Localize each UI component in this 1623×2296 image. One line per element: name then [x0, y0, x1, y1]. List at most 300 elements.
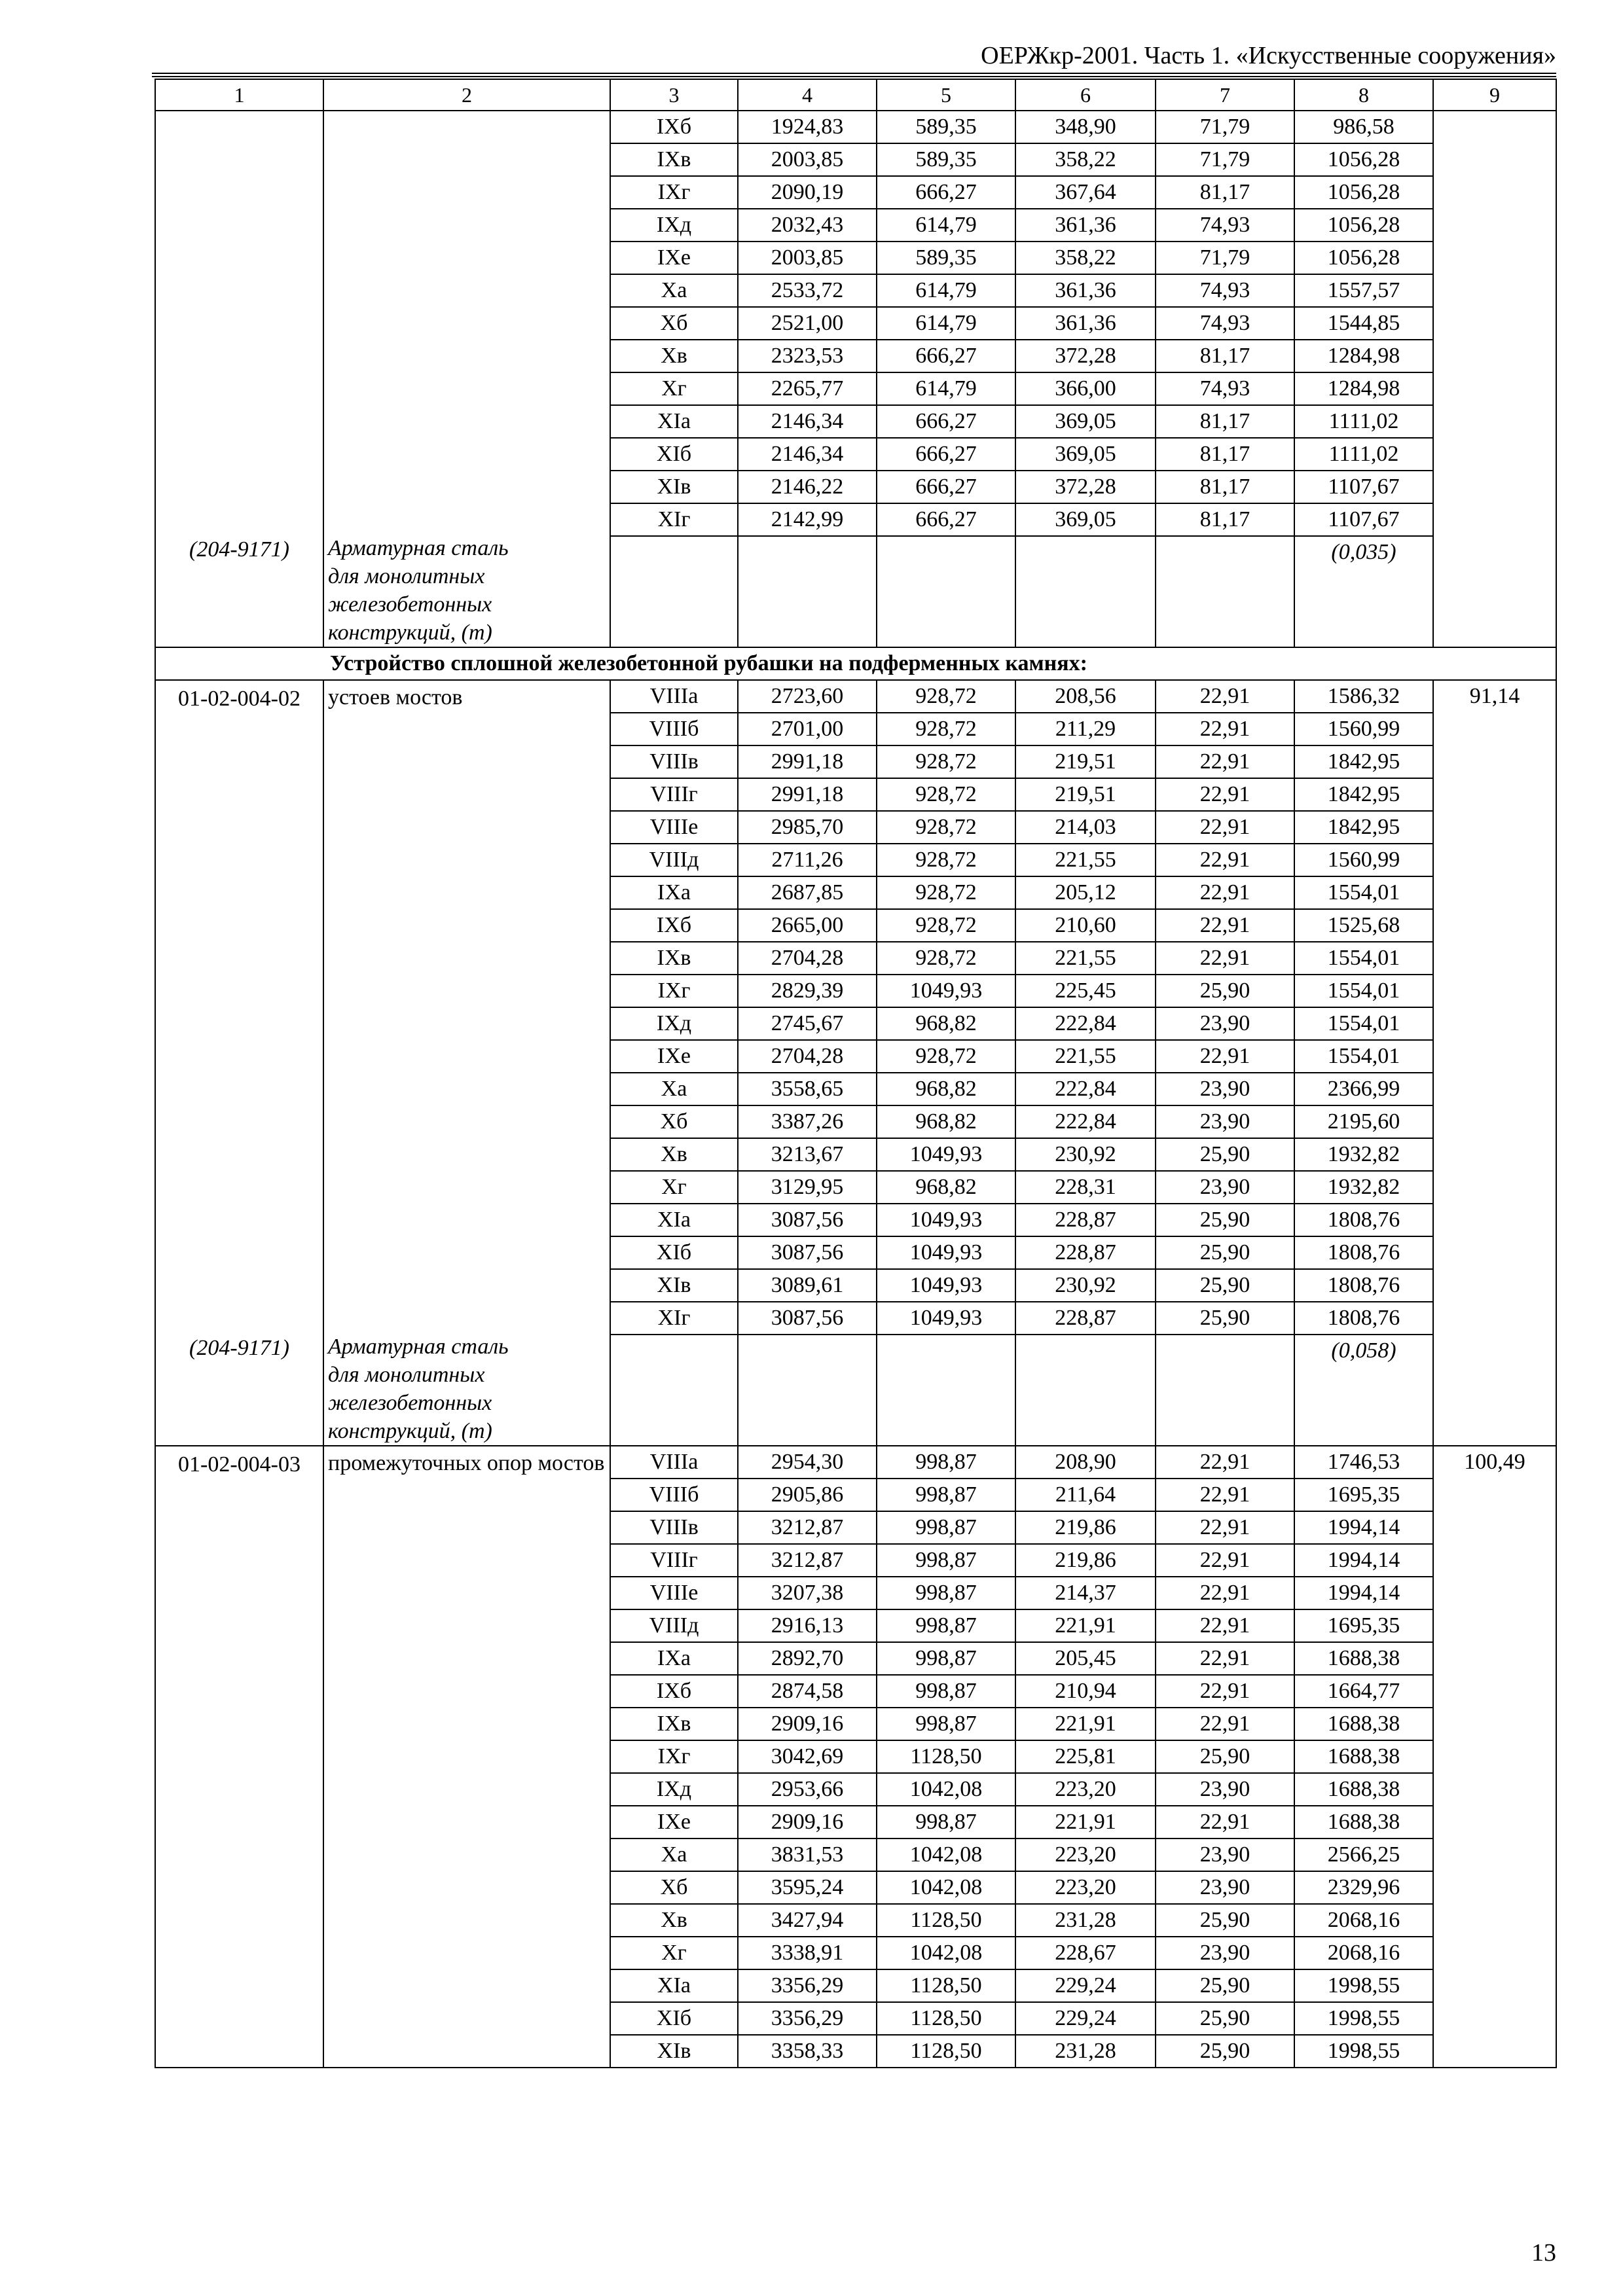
table-cell: 22,91 [1156, 1479, 1294, 1511]
table-cell: 1688,38 [1294, 1740, 1433, 1773]
table-cell: 589,35 [877, 143, 1015, 176]
column-9-value: 100,49 [1464, 1450, 1525, 1474]
table-cell: 1688,38 [1294, 1773, 1433, 1806]
table-cell: 2329,96 [1294, 1871, 1433, 1904]
page-number: 13 [1531, 2239, 1556, 2267]
table-cell: 2665,00 [738, 909, 877, 942]
material-code: (204-9171) [189, 537, 289, 562]
table-cell: 928,72 [877, 1040, 1015, 1073]
table-cell: 223,20 [1015, 1871, 1156, 1904]
material-name: Арматурная сталь для монолитных железобетонных конструкций, (т) [328, 536, 509, 645]
column-number: 6 [1015, 79, 1156, 111]
table-cell: 3212,87 [738, 1544, 877, 1577]
table-cell: 231,28 [1015, 1904, 1156, 1937]
table-cell: 2265,77 [738, 372, 877, 405]
table-cell: 228,87 [1015, 1302, 1156, 1335]
table-cell: 1560,99 [1294, 713, 1433, 745]
zone-cell: XIб [610, 438, 738, 471]
table-cell: 219,86 [1015, 1511, 1156, 1544]
table-cell: 81,17 [1156, 438, 1294, 471]
table-cell: 614,79 [877, 209, 1015, 242]
norms-table-area [155, 79, 1556, 2068]
zone-cell: Xв [610, 1904, 738, 1937]
table-cell: 1554,01 [1294, 876, 1433, 909]
table-cell: 2704,28 [738, 942, 877, 975]
table-cell: 2146,22 [738, 471, 877, 503]
empty-cell [877, 536, 1015, 647]
zone-cell: VIIIв [610, 745, 738, 778]
zone-cell: Xa [610, 1839, 738, 1871]
table-cell: 348,90 [1015, 111, 1156, 143]
table-cell: 1056,28 [1294, 143, 1433, 176]
table-cell: 2566,25 [1294, 1839, 1433, 1871]
table-cell: 1056,28 [1294, 176, 1433, 209]
table-cell: 81,17 [1156, 503, 1294, 536]
table-cell: 225,45 [1015, 975, 1156, 1007]
zone-cell: VIIIд [610, 1609, 738, 1642]
table-cell: 1284,98 [1294, 340, 1433, 372]
table-cell: 219,51 [1015, 745, 1156, 778]
table-cell: 23,90 [1156, 1007, 1294, 1040]
table-cell: 998,87 [877, 1577, 1015, 1609]
table-cell: 1049,93 [877, 1138, 1015, 1171]
column-9-value: 91,14 [1469, 684, 1520, 708]
table-cell: 3213,67 [738, 1138, 877, 1171]
work-name-cell [323, 1446, 610, 2068]
zone-cell: VIIIв [610, 1511, 738, 1544]
table-cell: 1586,32 [1294, 680, 1433, 713]
table-cell: 228,87 [1015, 1204, 1156, 1236]
table-cell: 1554,01 [1294, 1040, 1433, 1073]
table-cell: 1808,76 [1294, 1204, 1433, 1236]
zone-cell: VIIIб [610, 713, 738, 745]
table-body [155, 79, 1556, 2068]
table-cell: 23,90 [1156, 1073, 1294, 1105]
table-cell: 229,24 [1015, 1969, 1156, 2002]
table-cell: 3042,69 [738, 1740, 877, 1773]
empty-cell [610, 1335, 738, 1446]
spacer [160, 565, 319, 647]
table-cell: 1560,99 [1294, 844, 1433, 876]
table-cell: 22,91 [1156, 1609, 1294, 1642]
table-cell: 22,91 [1156, 713, 1294, 745]
table-cell: 2003,85 [738, 242, 877, 274]
table-cell: 998,87 [877, 1446, 1015, 1479]
empty-cell [155, 647, 323, 680]
table-cell: 968,82 [877, 1073, 1015, 1105]
table-cell: 225,81 [1015, 1740, 1156, 1773]
zone-cell: VIIIe [610, 811, 738, 844]
table-cell: 1924,83 [738, 111, 877, 143]
table-cell: 358,22 [1015, 242, 1156, 274]
table-cell: 2874,58 [738, 1675, 877, 1708]
material-code: (204-9171) [189, 1336, 289, 1360]
table-cell: 1056,28 [1294, 209, 1433, 242]
table-cell: 1842,95 [1294, 778, 1433, 811]
table-cell: 22,91 [1156, 1675, 1294, 1708]
table-cell: 23,90 [1156, 1871, 1294, 1904]
table-cell: 25,90 [1156, 1138, 1294, 1171]
table-cell: 210,94 [1015, 1675, 1156, 1708]
spacer [160, 1364, 319, 1445]
table-cell: 74,93 [1156, 307, 1294, 340]
table-cell: 25,90 [1156, 1969, 1294, 2002]
table-cell: 2142,99 [738, 503, 877, 536]
table-cell: 1842,95 [1294, 811, 1433, 844]
table-cell: 1128,50 [877, 2035, 1015, 2068]
table-cell: 2003,85 [738, 143, 877, 176]
table-cell: 1932,82 [1294, 1171, 1433, 1204]
table-cell: 229,24 [1015, 2002, 1156, 2035]
table-cell: 221,91 [1015, 1806, 1156, 1839]
zone-cell: VIIIб [610, 1479, 738, 1511]
table-cell: 3558,65 [738, 1073, 877, 1105]
zone-cell: Xв [610, 340, 738, 372]
table-cell: 2723,60 [738, 680, 877, 713]
work-code-stack [160, 1449, 319, 2067]
header-rule [152, 73, 1556, 74]
table-cell: 614,79 [877, 274, 1015, 307]
table-cell: 369,05 [1015, 438, 1156, 471]
table-cell: 25,90 [1156, 2035, 1294, 2068]
table-cell: 998,87 [877, 1675, 1015, 1708]
table-cell: 361,36 [1015, 209, 1156, 242]
work-name-cell [323, 111, 610, 647]
table-cell: 1998,55 [1294, 2035, 1433, 2068]
column-number: 7 [1156, 79, 1294, 111]
table-cell: 614,79 [877, 372, 1015, 405]
table-cell: 2323,53 [738, 340, 877, 372]
table-cell: 23,90 [1156, 1171, 1294, 1204]
table-cell: 25,90 [1156, 1236, 1294, 1269]
table-cell: 71,79 [1156, 242, 1294, 274]
spacer [328, 114, 606, 534]
table-cell: 1107,67 [1294, 471, 1433, 503]
table-cell: 928,72 [877, 942, 1015, 975]
table-cell: 22,91 [1156, 745, 1294, 778]
table-cell: 2953,66 [738, 1773, 877, 1806]
table-cell: 666,27 [877, 405, 1015, 438]
table-cell: 1808,76 [1294, 1269, 1433, 1302]
zone-cell: Xг [610, 372, 738, 405]
table-cell: 1688,38 [1294, 1806, 1433, 1839]
table-cell: 3212,87 [738, 1511, 877, 1544]
table-cell: 25,90 [1156, 2002, 1294, 2035]
table-cell: 22,91 [1156, 1806, 1294, 1839]
table-cell: 22,91 [1156, 1544, 1294, 1577]
table-cell: 222,84 [1015, 1007, 1156, 1040]
zone-cell: IXд [610, 1007, 738, 1040]
zone-cell: IXб [610, 111, 738, 143]
zone-cell: IXe [610, 1040, 738, 1073]
table-cell: 1932,82 [1294, 1138, 1433, 1171]
table-cell: 81,17 [1156, 176, 1294, 209]
table-cell: 3356,29 [738, 2002, 877, 2035]
table-cell: 228,67 [1015, 1937, 1156, 1969]
column-number: 3 [610, 79, 738, 111]
empty-cell [877, 1335, 1015, 1446]
table-cell: 2032,43 [738, 209, 877, 242]
table-cell: 1695,35 [1294, 1479, 1433, 1511]
table-cell: 998,87 [877, 1806, 1015, 1839]
zone-cell: XIб [610, 1236, 738, 1269]
table-cell: 366,00 [1015, 372, 1156, 405]
table-cell: 25,90 [1156, 975, 1294, 1007]
table-cell: 1284,98 [1294, 372, 1433, 405]
zone-cell: IXв [610, 1708, 738, 1740]
table-cell: 2954,30 [738, 1446, 877, 1479]
table-cell: 25,90 [1156, 1269, 1294, 1302]
work-name-cell [323, 680, 610, 1446]
table-cell: 71,79 [1156, 111, 1294, 143]
table-cell: 81,17 [1156, 471, 1294, 503]
table-row [155, 1446, 1556, 1479]
table-cell: 928,72 [877, 811, 1015, 844]
table-cell: 1042,08 [877, 1871, 1015, 1904]
table-cell: 22,91 [1156, 909, 1294, 942]
zone-cell: Xa [610, 1073, 738, 1105]
table-cell: 358,22 [1015, 143, 1156, 176]
table-cell: 3207,38 [738, 1577, 877, 1609]
table-cell: 1557,57 [1294, 274, 1433, 307]
table-cell: 1042,08 [877, 1839, 1015, 1871]
work-name: устоев мостов [328, 685, 463, 709]
table-cell: 22,91 [1156, 1040, 1294, 1073]
table-cell: 1107,67 [1294, 503, 1433, 536]
table-cell: 2366,99 [1294, 1073, 1433, 1105]
material-quantity: (0,058) [1294, 1335, 1433, 1446]
spacer [328, 712, 606, 1333]
column-9-cell [1433, 111, 1556, 647]
table-cell: 2090,19 [738, 176, 877, 209]
zone-cell: VIIIa [610, 1446, 738, 1479]
table-cell: 2704,28 [738, 1040, 877, 1073]
table-cell: 22,91 [1156, 1446, 1294, 1479]
table-cell: 3427,94 [738, 1904, 877, 1937]
table-cell: 1049,93 [877, 1269, 1015, 1302]
table-cell: 214,37 [1015, 1577, 1156, 1609]
table-cell: 2701,00 [738, 713, 877, 745]
table-cell: 1554,01 [1294, 942, 1433, 975]
empty-cell [738, 536, 877, 647]
table-cell: 22,91 [1156, 1708, 1294, 1740]
table-cell: 3358,33 [738, 2035, 877, 2068]
table-cell: 219,86 [1015, 1544, 1156, 1577]
zone-cell: XIв [610, 471, 738, 503]
zone-cell: XIв [610, 1269, 738, 1302]
table-cell: 3387,26 [738, 1105, 877, 1138]
table-cell: 1042,08 [877, 1937, 1015, 1969]
table-cell: 1998,55 [1294, 1969, 1433, 2002]
table-cell: 1544,85 [1294, 307, 1433, 340]
table-cell: 23,90 [1156, 1773, 1294, 1806]
table-cell: 1525,68 [1294, 909, 1433, 942]
section-row [155, 647, 1556, 680]
table-cell: 2521,00 [738, 307, 877, 340]
work-name: промежуточных опор мостов [328, 1451, 605, 1475]
table-cell: 1049,93 [877, 1204, 1015, 1236]
work-code-stack [160, 683, 319, 1445]
table-cell: 1998,55 [1294, 2002, 1433, 2035]
zone-cell: Xв [610, 1138, 738, 1171]
table-cell: 2909,16 [738, 1806, 877, 1839]
table-cell: 23,90 [1156, 1937, 1294, 1969]
table-cell: 221,91 [1015, 1609, 1156, 1642]
column-number: 2 [323, 79, 610, 111]
table-cell: 1994,14 [1294, 1511, 1433, 1544]
table-cell: 998,87 [877, 1511, 1015, 1544]
table-cell: 2146,34 [738, 405, 877, 438]
zone-cell: XIa [610, 1204, 738, 1236]
table-cell: 230,92 [1015, 1269, 1156, 1302]
table-cell: 1128,50 [877, 1969, 1015, 2002]
table-cell: 666,27 [877, 340, 1015, 372]
zone-cell: IXг [610, 176, 738, 209]
table-cell: 2195,60 [1294, 1105, 1433, 1138]
table-cell: 1688,38 [1294, 1642, 1433, 1675]
table-cell: 219,51 [1015, 778, 1156, 811]
table-cell: 968,82 [877, 1105, 1015, 1138]
column-number-row [155, 79, 1556, 111]
section-title: Устройство сплошной железобетонной рубашки на подферменных камнях: [323, 647, 1556, 680]
table-cell: 369,05 [1015, 503, 1156, 536]
work-code-stack [160, 114, 319, 647]
table-row [155, 680, 1556, 713]
table-cell: 2533,72 [738, 274, 877, 307]
zone-cell: VIIIг [610, 778, 738, 811]
zone-cell: IXв [610, 942, 738, 975]
table-cell: 221,55 [1015, 844, 1156, 876]
column-number: 9 [1433, 79, 1556, 111]
table-cell: 22,91 [1156, 778, 1294, 811]
table-cell: 2687,85 [738, 876, 877, 909]
table-cell: 211,29 [1015, 713, 1156, 745]
work-code-cell [155, 111, 323, 647]
table-cell: 1688,38 [1294, 1708, 1433, 1740]
zone-cell: IXe [610, 242, 738, 274]
table-cell: 998,87 [877, 1708, 1015, 1740]
norms-table [155, 79, 1557, 2068]
table-cell: 208,56 [1015, 680, 1156, 713]
table-cell: 372,28 [1015, 471, 1156, 503]
table-cell: 1994,14 [1294, 1577, 1433, 1609]
table-cell: 372,28 [1015, 340, 1156, 372]
table-cell: 3089,61 [738, 1269, 877, 1302]
table-cell: 2909,16 [738, 1708, 877, 1740]
table-cell: 666,27 [877, 438, 1015, 471]
spacer [160, 114, 319, 534]
table-cell: 1994,14 [1294, 1544, 1433, 1577]
table-cell: 367,64 [1015, 176, 1156, 209]
zone-cell: VIIIд [610, 844, 738, 876]
zone-cell: IXa [610, 876, 738, 909]
table-cell: 71,79 [1156, 143, 1294, 176]
table-cell: 2068,16 [1294, 1937, 1433, 1969]
work-name-stack [328, 683, 606, 1445]
table-cell: 228,87 [1015, 1236, 1156, 1269]
zone-cell: VIIIa [610, 680, 738, 713]
table-cell: 2892,70 [738, 1642, 877, 1675]
table-cell: 1042,08 [877, 1773, 1015, 1806]
table-cell: 998,87 [877, 1642, 1015, 1675]
table-cell: 369,05 [1015, 405, 1156, 438]
zone-cell: IXб [610, 1675, 738, 1708]
table-cell: 25,90 [1156, 1904, 1294, 1937]
header-rule-double [152, 76, 1556, 77]
zone-cell: XIa [610, 1969, 738, 2002]
zone-cell: XIг [610, 503, 738, 536]
zone-cell: VIIIг [610, 1544, 738, 1577]
table-cell: 666,27 [877, 471, 1015, 503]
table-cell: 2829,39 [738, 975, 877, 1007]
page-header: ОЕРЖкр-2001. Часть 1. «Искусственные сооружения» [981, 42, 1556, 69]
empty-cell [1156, 536, 1294, 647]
zone-cell: XIб [610, 2002, 738, 2035]
zone-cell: Xб [610, 1105, 738, 1138]
table-cell: 614,79 [877, 307, 1015, 340]
table-cell: 3356,29 [738, 1969, 877, 2002]
table-cell: 214,03 [1015, 811, 1156, 844]
table-cell: 231,28 [1015, 2035, 1156, 2068]
table-cell: 928,72 [877, 713, 1015, 745]
column-number: 8 [1294, 79, 1433, 111]
table-cell: 25,90 [1156, 1740, 1294, 1773]
table-cell: 589,35 [877, 111, 1015, 143]
table-cell: 928,72 [877, 778, 1015, 811]
empty-cell [738, 1335, 877, 1446]
table-cell: 74,93 [1156, 372, 1294, 405]
table-cell: 1049,93 [877, 975, 1015, 1007]
table-cell: 2991,18 [738, 778, 877, 811]
table-cell: 81,17 [1156, 405, 1294, 438]
table-cell: 986,58 [1294, 111, 1433, 143]
zone-cell: IXд [610, 209, 738, 242]
zone-cell: Xa [610, 274, 738, 307]
zone-cell: IXг [610, 975, 738, 1007]
table-cell: 3087,56 [738, 1236, 877, 1269]
table-cell: 22,91 [1156, 1642, 1294, 1675]
work-name-stack [328, 1449, 606, 1478]
table-cell: 205,12 [1015, 876, 1156, 909]
zone-cell: XIв [610, 2035, 738, 2068]
table-cell: 666,27 [877, 503, 1015, 536]
zone-cell: XIa [610, 405, 738, 438]
table-cell: 928,72 [877, 876, 1015, 909]
table-cell: 2068,16 [1294, 1904, 1433, 1937]
column-9-cell [1433, 680, 1556, 1446]
table-cell: 230,92 [1015, 1138, 1156, 1171]
column-number: 4 [738, 79, 877, 111]
zone-cell: Xг [610, 1937, 738, 1969]
table-cell: 1554,01 [1294, 975, 1433, 1007]
empty-cell [1015, 1335, 1156, 1446]
table-cell: 25,90 [1156, 1204, 1294, 1236]
table-cell: 2905,86 [738, 1479, 877, 1511]
table-cell: 968,82 [877, 1171, 1015, 1204]
table-cell: 1554,01 [1294, 1007, 1433, 1040]
table-cell: 223,20 [1015, 1773, 1156, 1806]
table-cell: 3831,53 [738, 1839, 877, 1871]
table-cell: 1128,50 [877, 1740, 1015, 1773]
table-cell: 1128,50 [877, 1904, 1015, 1937]
zone-cell: IXв [610, 143, 738, 176]
empty-cell [1015, 536, 1156, 647]
work-code-cell [155, 1446, 323, 2068]
table-cell: 928,72 [877, 844, 1015, 876]
table-cell: 1128,50 [877, 2002, 1015, 2035]
table-cell: 205,45 [1015, 1642, 1156, 1675]
table-cell: 361,36 [1015, 274, 1156, 307]
